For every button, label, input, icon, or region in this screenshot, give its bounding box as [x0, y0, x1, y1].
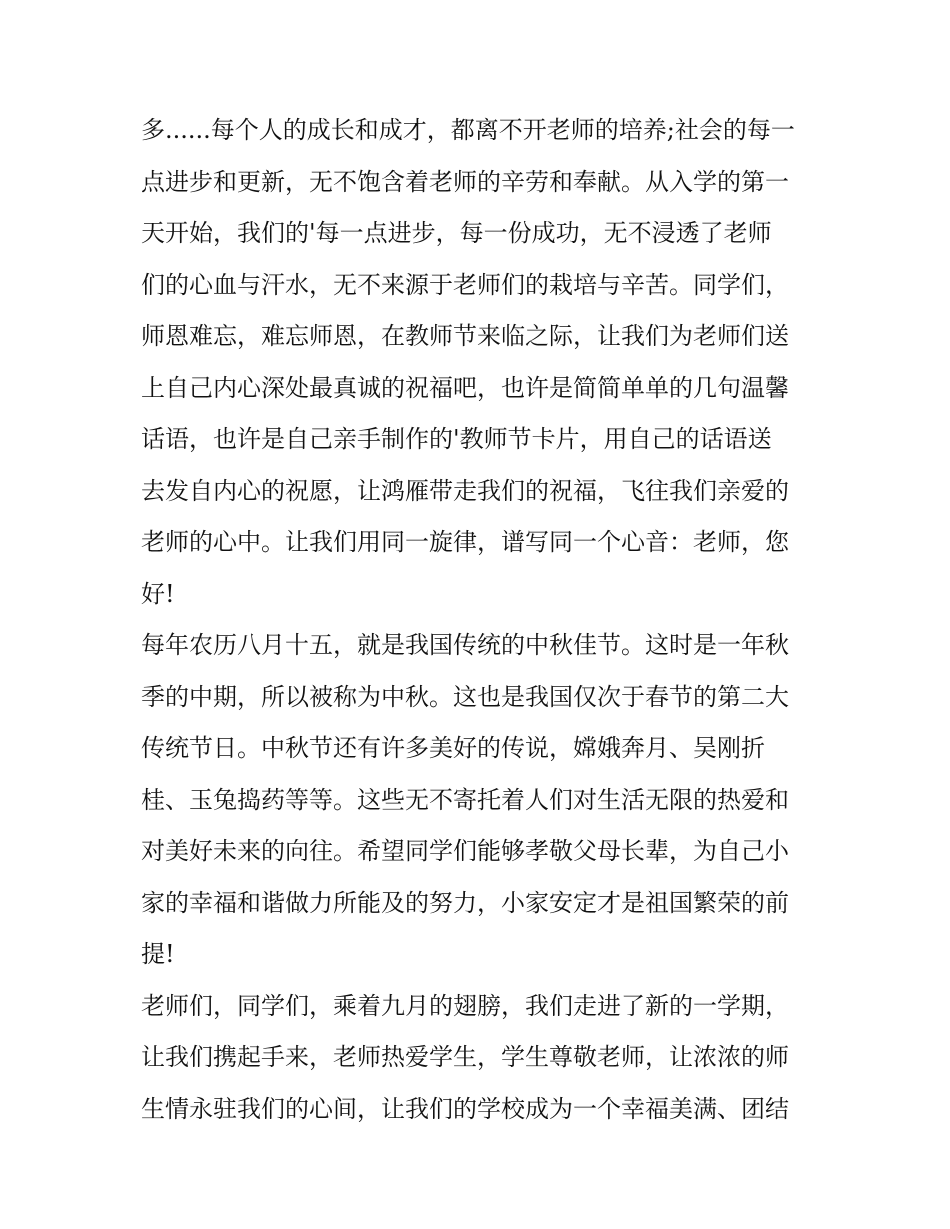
text-line: 生情永驻我们的心间，让我们的学校成为一个幸福美满、团结 — [141, 1094, 789, 1123]
text-line: 们的心血与汗水，无不来源于老师们的栽培与辛苦。同学们， — [141, 270, 789, 299]
text-line: 点进步和更新，无不饱含着老师的辛劳和奉献。从入学的第一 — [141, 167, 789, 196]
text-line: 话语，也许是自己亲手制作的'教师节卡片，用自己的话语送 — [141, 425, 772, 453]
text-line: 让我们携起手来，老师热爱学生，学生尊敬老师，让浓浓的师 — [141, 1043, 789, 1071]
text-line: 每年农历八月十五，就是我国传统的中秋佳节。这时是一年秋 — [141, 631, 789, 659]
text-line: 提! — [141, 940, 175, 968]
text-line: 老师的心中。让我们用同一旋律，谱写同一个心音：老师，您 — [141, 528, 789, 556]
text-line: 对美好未来的向往。希望同学们能够孝敬父母长辈，为自己小 — [141, 837, 789, 865]
text-line: 师恩难忘，难忘师恩，在教师节来临之际，让我们为老师们送 — [141, 322, 789, 350]
text-line: 家的幸福和谐做力所能及的努力，小家安定才是祖国繁荣的前 — [141, 888, 789, 917]
text-line: 多......每个人的成长和成才，都离不开老师的培养;社会的每一 — [141, 116, 795, 144]
text-line: 季的中期，所以被称为中秋。这也是我国仅次于春节的第二大 — [141, 682, 789, 711]
document-body — [141, 111, 813, 1141]
text-line: 传统节日。中秋节还有许多美好的传说，嫦娥奔月、吴刚折 — [141, 734, 765, 762]
text-line: 桂、玉兔捣药等等。这些无不寄托着人们对生活无限的热爱和 — [141, 785, 789, 814]
text-line: 天开始，我们的'每一点进步，每一份成功，无不浸透了老师 — [141, 219, 772, 247]
text-line: 老师们，同学们，乘着九月的翅膀，我们走进了新的一学期， — [141, 991, 789, 1020]
text-line: 上自己内心深处最真诚的祝福吧，也许是简简单单的几句温馨 — [141, 373, 789, 402]
text-line: 去发自内心的祝愿，让鸿雁带走我们的祝福，飞往我们亲爱的 — [141, 476, 789, 505]
text-line: 好! — [141, 579, 175, 608]
